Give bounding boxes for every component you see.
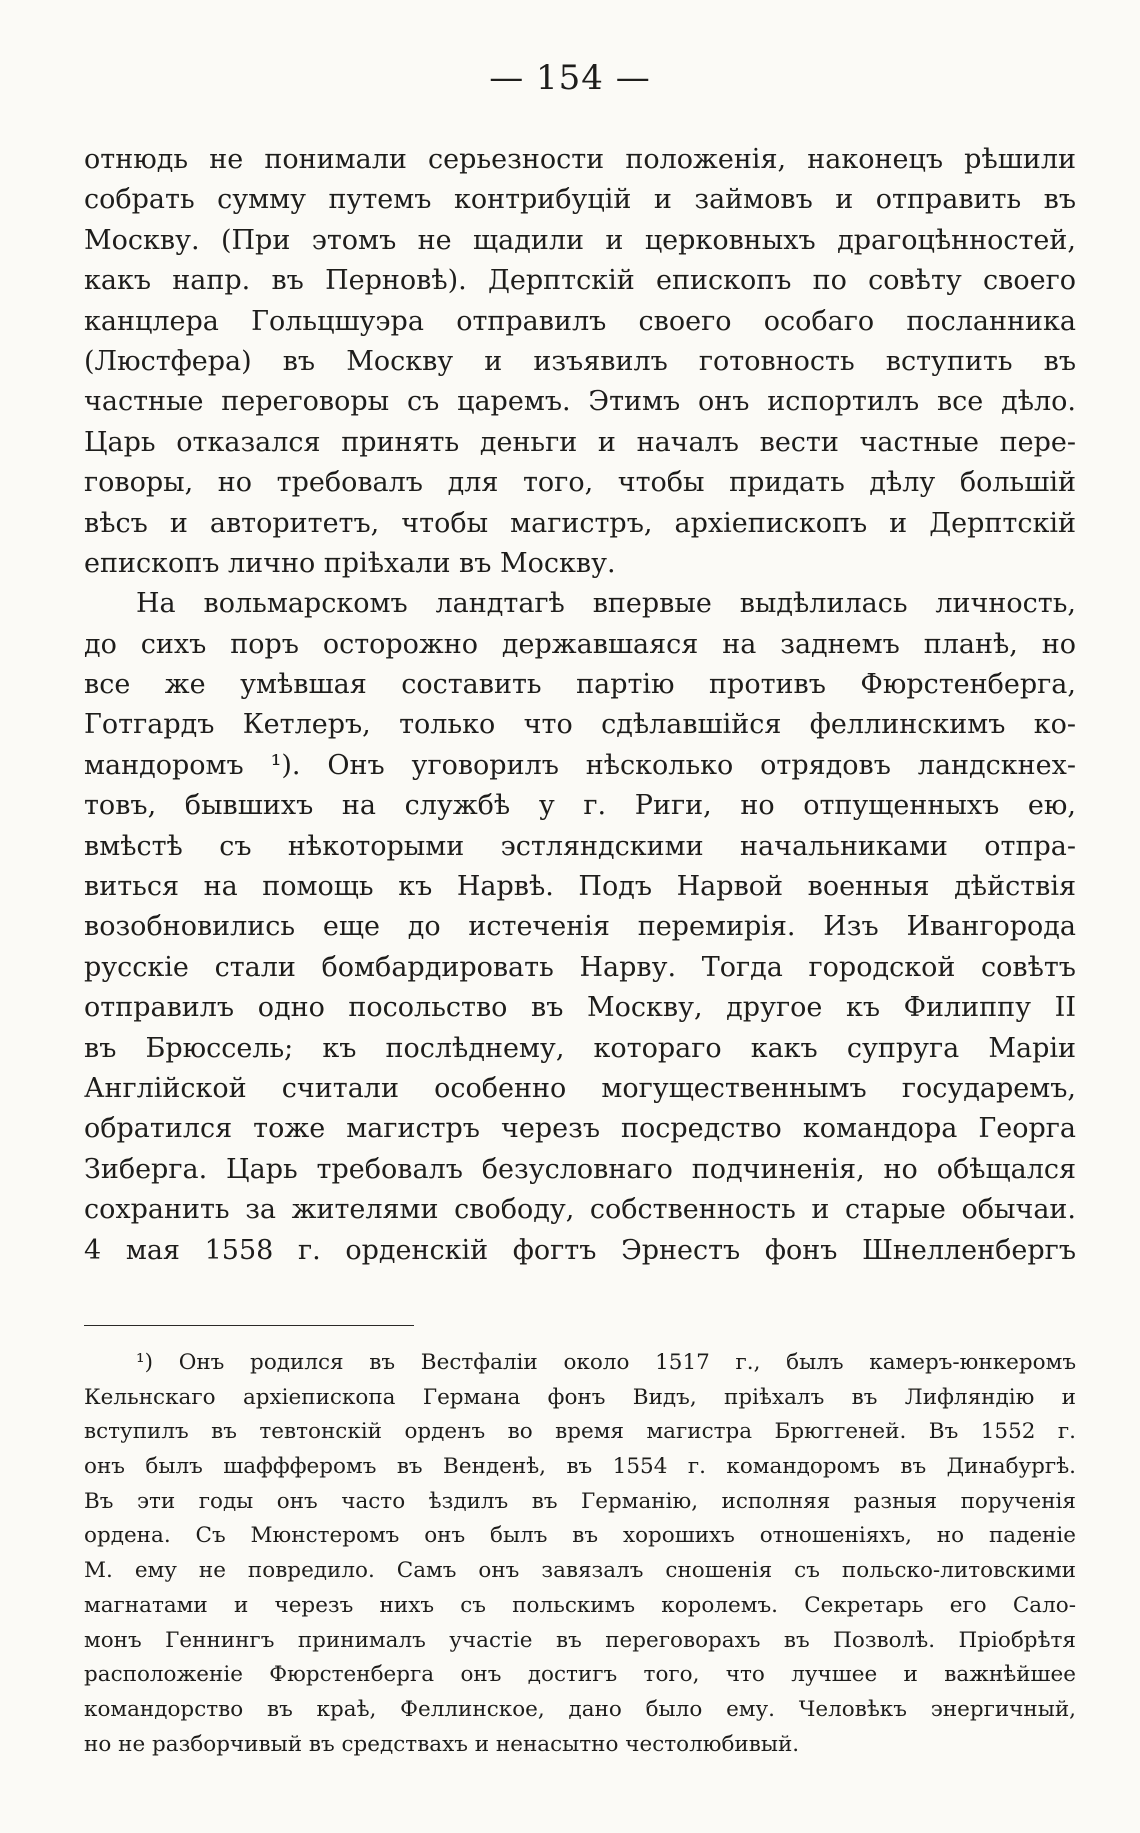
footnote-line: вступилъ въ тевтонскій орденъ во время магистра Брюггеней. Въ 1552 г. [84,1419,1076,1445]
text-line: Англійской считали особенно могущественнымъ государемъ, [84,1072,1076,1104]
text-line: русскіе стали бомбардировать Нарву. Тогда городской совѣтъ [84,951,1076,983]
footnote-divider [84,1325,414,1326]
text-line: возобновились еще до истеченія перемирія. Изъ Ивангорода [84,911,1076,943]
footnote-line: монъ Геннингъ принималъ участіе въ переговорахъ въ Позволѣ. Пріобрѣтя [84,1627,1076,1653]
text-line: частные переговоры съ царемъ. Этимъ онъ испортилъ все дѣло. [84,386,1076,418]
text-line: мандоромъ ¹). Онъ уговорилъ нѣсколько отрядовъ ландскнех- [84,749,1076,781]
text-line: сохранить за жителями свободу, собственность и старые обычаи. [84,1194,1076,1226]
footnote-line: Въ эти годы онъ часто ѣздилъ въ Германію, исполняя разныя порученія [84,1488,1076,1514]
text-line: Зиберга. Царь требовалъ безусловнаго подчиненія, но обѣщался [84,1153,1076,1185]
text-line: говоры, но требовалъ для того, чтобы придать дѣлу большій [84,467,1076,499]
text-line: отправилъ одно посольство въ Москву, другое къ Филиппу II [84,992,1076,1024]
footnote-line: магнатами и черезъ нихъ съ польскимъ королемъ. Секретарь его Сало- [84,1592,1076,1618]
text-line: канцлера Гольцшуэра отправилъ своего особаго посланника [84,305,1076,337]
text-line: Царь отказался принять деньги и началъ вести частные пере- [84,426,1076,458]
text-line: какъ напр. въ Перновѣ). Дерптскій епископъ по совѣту своего [84,265,1076,297]
footnote-line: расположеніе Фюрстенберга онъ достигъ того, что лучшее и важнѣйшее [84,1662,1076,1688]
text-line: Готгардъ Кетлеръ, только что сдѣлавшійся феллинскимъ ко- [84,709,1076,741]
footnote-line: ¹) Онъ родился въ Вестфаліи около 1517 г., былъ камеръ-юнкеромъ [136,1350,1076,1375]
footnote-line: ордена. Съ Мюнстеромъ онъ былъ въ хорошихъ отношеніяхъ, но паденіе [84,1523,1076,1549]
footnote-line: но не разборчивый въ средствахъ и ненасытно честолюбивый. [84,1731,800,1757]
text-line: Москву. (При этомъ не щадили и церковныхъ драгоцѣнностей, [84,224,1076,256]
text-line: отнюдь не понимали серьезности положенія, наконецъ рѣшили [84,144,1076,175]
text-line: обратился тоже магистръ черезъ посредство командора Георга [84,1113,1076,1145]
text-line: вмѣстѣ съ нѣкоторыми эстляндскими начальниками отпра- [84,830,1076,862]
text-line: собрать сумму путемъ контрибуцій и займовъ и отправить въ [84,184,1076,216]
text-line: виться на помощь къ Нарвѣ. Подъ Нарвой военныя дѣйствія [84,871,1076,903]
main-text [84,140,1076,1271]
text-line: епископъ лично пріѣхали въ Москву. [84,547,616,579]
footnote-line: Кельнскаго архіепископа Германа фонъ Видъ, пріѣхалъ въ Лифляндію и [84,1384,1076,1410]
text-line: На вольмарскомъ ландтагѣ впервые выдѣлилась личность, [136,588,1076,620]
text-line: до сихъ поръ осторожно державшаяся на заднемъ планѣ, но [84,628,1076,660]
text-line: 4 мая 1558 г. орденскій фогтъ Эрнестъ фонъ Шнелленбергъ [84,1234,1076,1266]
footnote-line: М. ему не повредило. Самъ онъ завязалъ сношенія съ польско-литовскими [84,1558,1076,1584]
text-line: вѣсъ и авторитетъ, чтобы магистръ, архіепископъ и Дерптскій [84,507,1076,539]
text-line: все же умѣвшая составить партію противъ Фюрстенберга, [84,669,1076,701]
footnote [84,1346,1076,1762]
text-line: въ Брюссель; къ послѣднему, котораго какъ супруга Маріи [84,1032,1076,1064]
page-number: — 154 — [489,58,651,98]
text-line: товъ, бывшихъ на службѣ у г. Риги, но отпущенныхъ ею, [84,790,1076,822]
footnote-line: командорство въ краѣ, Феллинское, дано было ему. Человѣкъ энергичный, [84,1696,1076,1722]
footnote-line: онъ былъ шаффферомъ въ Венденѣ, въ 1554 г. командоромъ въ Динабургѣ. [84,1454,1076,1480]
text-line: (Люстфера) въ Москву и изъявилъ готовность вступить въ [84,345,1076,377]
